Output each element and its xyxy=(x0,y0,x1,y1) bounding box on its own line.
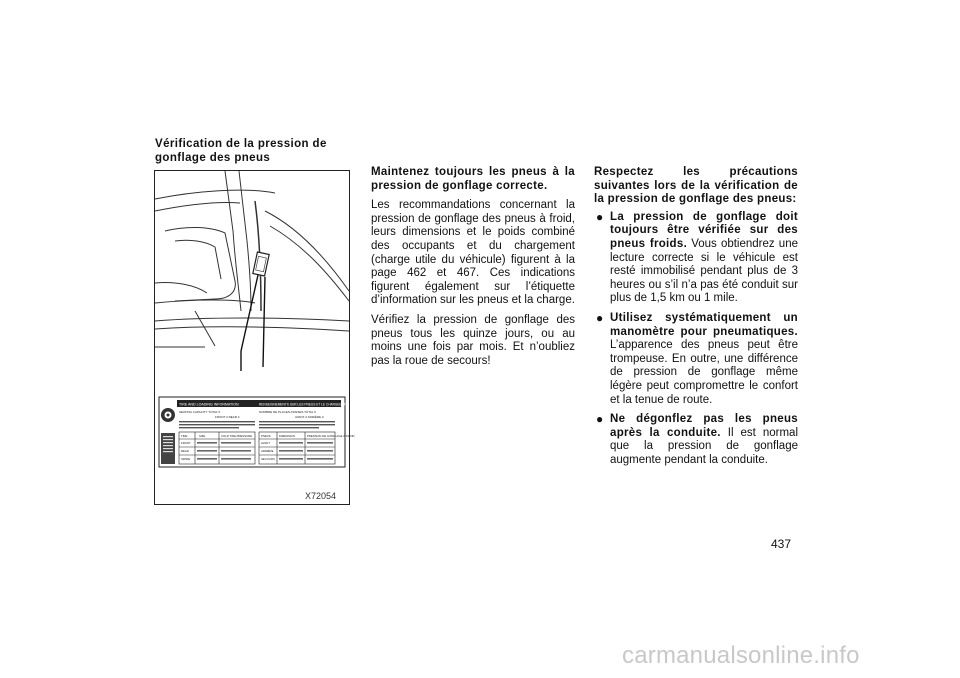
page-number: 437 xyxy=(771,537,792,551)
bullet-icon: ● xyxy=(596,209,604,224)
tire-placard xyxy=(159,397,355,467)
svg-text:AVANT: AVANT xyxy=(261,441,270,445)
svg-text:ARRIÈRE: ARRIÈRE xyxy=(261,449,274,453)
middle-lead: Maintenez toujours les pneus à la pression de gonflage correcte. xyxy=(371,166,575,192)
right-lead: Respectez les précautions suivantes lors de la vérification de la pression de gonflage des pneus: xyxy=(594,166,798,206)
middle-column xyxy=(371,166,575,374)
svg-text:AVANT 2 ARRIÈRE 3: AVANT 2 ARRIÈRE 3 xyxy=(295,415,324,419)
middle-paragraph-2: Vérifiez la pression de gonflage des pneus tous les quinze jours, ou au moins une fois par mois. Et n’oubliez pas la roue de secours! xyxy=(371,313,575,367)
figure-code: X72054 xyxy=(305,491,337,501)
bullet-icon: ● xyxy=(596,310,604,325)
svg-text:COLD TIRE PRESSURE: COLD TIRE PRESSURE xyxy=(221,434,253,438)
svg-text:SPARE: SPARE xyxy=(181,457,191,461)
svg-text:SEATING CAPACITY TOTAL 5: SEATING CAPACITY TOTAL 5 xyxy=(179,410,221,414)
list-item: ● Ne dégonflez pas les pneus après la conduite. Il est normal que la pression de gonflage augmente pendant la conduite. xyxy=(596,412,798,466)
svg-text:REAR: REAR xyxy=(181,449,189,453)
tire-label-illustration xyxy=(154,170,355,505)
precautions-list xyxy=(594,211,798,468)
right-column xyxy=(594,166,798,473)
list-item: ● Utilisez systématiquement un manomètre pour pneumatiques. L’apparence des pneus peut être trompeuse. En outre, une différence de pression de gonflage même légère peut compromettre le confort et la tenue de route. xyxy=(596,310,798,406)
placard-header-left: TIRE AND LOADING INFORMATION xyxy=(179,402,239,407)
svg-text:PNEUS: PNEUS xyxy=(261,434,271,438)
svg-text:TIRE: TIRE xyxy=(181,434,188,438)
svg-text:SIZE: SIZE xyxy=(199,434,206,438)
bullet-icon: ● xyxy=(596,412,604,427)
placard-header-right: RENSEIGNEMENTS SUR LES PNEUS ET LE CHARGEMENT xyxy=(259,402,349,407)
door-pillar-drawing xyxy=(155,171,355,504)
svg-text:DIMENSION: DIMENSION xyxy=(279,434,295,438)
svg-text:FRONT: FRONT xyxy=(181,441,191,445)
watermark: carmanualsonline.info xyxy=(622,642,860,669)
middle-paragraph-1: Les recommandations concernant la pression de gonflage des pneus à froid, leurs dimensions et le poids combiné des occupants et du chargement (charge utile du véhicule) figurent à la page 462 et 467. Ces indications figurent également sur l’étiquette d’information sur les pneus et la charge. xyxy=(371,199,575,307)
section-title: Vérification de la pression de gonflage des pneus xyxy=(155,138,327,164)
svg-text:NOMBRE DE PLACES ASSISES TOTA: NOMBRE DE PLACES ASSISES TOTAL 5 xyxy=(259,410,316,414)
svg-text:FRONT 2 REAR 3: FRONT 2 REAR 3 xyxy=(215,415,240,419)
svg-text:PRESSION DE GONFLAGE À FROID: PRESSION DE GONFLAGE À FROID xyxy=(307,434,355,438)
list-item: ● La pression de gonflage doit toujours être vérifiée sur des pneus froids. Vous obtiendrez une lecture correcte si le véhicule est resté immobilisé pendant plus de 3 heures ou s’il n’a pas été conduit sur plus de 1,5 km ou 1 mile. xyxy=(596,209,798,305)
svg-text:SECOURS: SECOURS xyxy=(261,457,275,461)
